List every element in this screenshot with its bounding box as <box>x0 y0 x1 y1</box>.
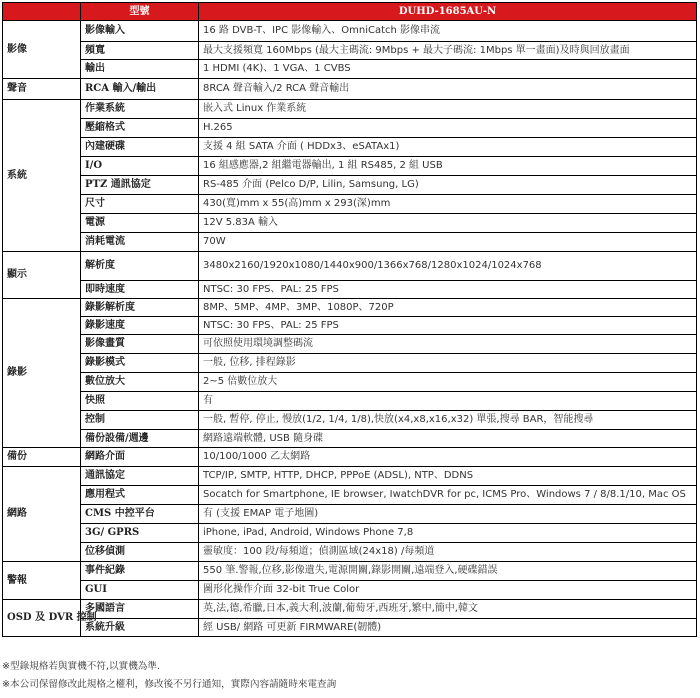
spec-item-label: 事件紀錄 <box>81 562 199 581</box>
header-left-cell <box>3 3 81 21</box>
spec-item-label: 即時速度 <box>81 281 199 299</box>
spec-item-label: 通訊協定 <box>81 467 199 486</box>
spec-item-label: PTZ 通訊協定 <box>81 176 199 195</box>
spec-item-value: Socatch for Smartphone, IE browser, IwatchDVR for pc, ICMS Pro、Windows 7 / 8/8.1/10, Mac OS <box>199 486 697 505</box>
spec-item-label: GUI <box>81 581 199 600</box>
table-row <box>3 42 697 60</box>
spec-item-value: 網路遠端軟體, USB 隨身碟 <box>199 430 697 448</box>
spec-item-value: 12V 5.83A 輸入 <box>199 214 697 233</box>
spec-item-label: 消耗電流 <box>81 233 199 252</box>
spec-item-value: NTSC: 30 FPS、PAL: 25 FPS <box>199 281 697 299</box>
spec-item-value: 2~5 倍數位放大 <box>199 373 697 392</box>
spec-table <box>2 2 697 637</box>
footnote: ※本公司保留修改此規格之權利，修改後不另行通知，實際內容請隨時來電查詢 <box>2 679 337 690</box>
spec-item-value: 8MP、5MP、4MP、3MP、1080P、720P <box>199 299 697 317</box>
table-row <box>3 448 697 467</box>
category-cell: 警報 <box>3 562 81 600</box>
footnotes <box>2 658 696 694</box>
spec-item-label: I/O <box>81 157 199 176</box>
table-row <box>3 486 697 505</box>
spec-item-value: 經 USB/ 網路 可更新 FIRMWARE(韌體) <box>199 619 697 637</box>
table-row <box>3 411 697 430</box>
spec-item-label: 網路介面 <box>81 448 199 467</box>
table-row <box>3 157 697 176</box>
table-row <box>3 600 697 619</box>
spec-item-value: 16 組感應器,2 組繼電器輸出, 1 組 RS485, 2 組 USB <box>199 157 697 176</box>
table-row <box>3 505 697 524</box>
table-row <box>3 562 697 581</box>
category-cell: 錄影 <box>3 299 81 448</box>
model-value: DUHD-1685AU-N <box>199 3 697 21</box>
model-label: 型號 <box>81 3 199 21</box>
spec-item-value: 16 路 DVB-T、IPC 影像輸入、OmniCatch 影像串流 <box>199 21 697 42</box>
table-row <box>3 195 697 214</box>
spec-item-value: 8RCA 聲音輸入/2 RCA 聲音輸出 <box>199 79 697 100</box>
spec-item-label: 影像畫質 <box>81 335 199 354</box>
spec-item-value: 1 HDMI (4K)、1 VGA、1 CVBS <box>199 60 697 79</box>
spec-item-value: 550 筆.警報,位移,影像遺失,電源開關,錄影開關,遠端登入,硬碟錯誤 <box>199 562 697 581</box>
footnote: ※型錄規格若與實機不符,以實機為準. <box>2 661 161 672</box>
spec-item-label: 系統升級 <box>81 619 199 637</box>
table-row <box>3 79 697 100</box>
spec-item-label: 3G/ GPRS <box>81 524 199 543</box>
table-row <box>3 392 697 411</box>
table-row <box>3 430 697 448</box>
category-cell: 系統 <box>3 100 81 252</box>
table-row <box>3 524 697 543</box>
table-row <box>3 214 697 233</box>
spec-item-label: 備份設備/週邊 <box>81 430 199 448</box>
spec-item-value: 有 <box>199 392 697 411</box>
spec-item-value: 靈敏度：100 段/每頻道；偵測區域(24x18) /每頻道 <box>199 543 697 562</box>
spec-item-value: H.265 <box>199 119 697 138</box>
table-row <box>3 138 697 157</box>
spec-item-value: TCP/IP, SMTP, HTTP, DHCP, PPPoE (ADSL), NTP、DDNS <box>199 467 697 486</box>
spec-item-label: 輸出 <box>81 60 199 79</box>
spec-item-value: RS-485 介面 (Pelco D/P, Lilin, Samsung, LG) <box>199 176 697 195</box>
spec-item-label: RCA 輸入/輸出 <box>81 79 199 100</box>
table-row <box>3 100 697 119</box>
spec-item-value: 最大支援頻寬 160Mbps (最大主碼流: 9Mbps + 最大子碼流: 1Mbps 單一畫面)及時與回放畫面 <box>199 42 697 60</box>
spec-item-value: 430(寬)mm x 55(高)mm x 293(深)mm <box>199 195 697 214</box>
table-row <box>3 373 697 392</box>
spec-item-value: 一般, 暫停, 停止, 慢放(1/2, 1/4, 1/8),快放(x4,x8,x16,x32) 單張,搜尋 BAR，智能搜尋 <box>199 411 697 430</box>
spec-item-value: 10/100/1000 乙太網路 <box>199 448 697 467</box>
spec-item-label: 數位放大 <box>81 373 199 392</box>
table-row <box>3 176 697 195</box>
table-row <box>3 354 697 373</box>
spec-item-value: 一般, 位移, 排程錄影 <box>199 354 697 373</box>
spec-item-label: CMS 中控平台 <box>81 505 199 524</box>
spec-item-value: 可依照使用環境調整碼流 <box>199 335 697 354</box>
table-row <box>3 335 697 354</box>
spec-item-value: 有 (支援 EMAP 電子地圖) <box>199 505 697 524</box>
spec-item-label: 快照 <box>81 392 199 411</box>
spec-item-label: 壓縮格式 <box>81 119 199 138</box>
spec-item-label: 多國語言 <box>81 600 199 619</box>
spec-item-label: 解析度 <box>81 252 199 281</box>
spec-item-value: iPhone, iPad, Android, Windows Phone 7,8 <box>199 524 697 543</box>
table-row <box>3 543 697 562</box>
table-row <box>3 281 697 299</box>
spec-table-body <box>3 21 697 637</box>
table-row <box>3 21 697 42</box>
table-row <box>3 467 697 486</box>
table-row <box>3 60 697 79</box>
category-cell: 影像 <box>3 21 81 79</box>
table-row <box>3 119 697 138</box>
spec-item-label: 錄影速度 <box>81 317 199 335</box>
spec-item-label: 應用程式 <box>81 486 199 505</box>
category-cell: 聲音 <box>3 79 81 100</box>
spec-item-label: 控制 <box>81 411 199 430</box>
category-cell: 網路 <box>3 467 81 562</box>
table-row <box>3 581 697 600</box>
spec-item-value: NTSC: 30 FPS、PAL: 25 FPS <box>199 317 697 335</box>
table-row <box>3 317 697 335</box>
spec-item-value: 圖形化操作介面 32-bit True Color <box>199 581 697 600</box>
spec-item-value: 3480x2160/1920x1080/1440x900/1366x768/1280x1024/1024x768 <box>199 252 697 281</box>
spec-item-label: 頻寬 <box>81 42 199 60</box>
table-row <box>3 233 697 252</box>
spec-item-value: 英,法,德,希臘,日本,義大利,波蘭,葡萄牙,西班牙,繁中,簡中,韓文 <box>199 600 697 619</box>
spec-item-value: 支援 4 組 SATA 介面 ( HDDx3、eSATAx1) <box>199 138 697 157</box>
spec-item-label: 錄影解析度 <box>81 299 199 317</box>
table-header-row <box>3 3 697 21</box>
table-row <box>3 299 697 317</box>
table-row <box>3 619 697 637</box>
spec-item-label: 影像輸入 <box>81 21 199 42</box>
spec-item-value: 70W <box>199 233 697 252</box>
spec-item-label: 尺寸 <box>81 195 199 214</box>
spec-item-label: 位移偵測 <box>81 543 199 562</box>
table-row <box>3 252 697 281</box>
spec-item-label: 電源 <box>81 214 199 233</box>
spec-item-label: 內建硬碟 <box>81 138 199 157</box>
category-cell: OSD 及 DVR 控制 <box>3 600 81 637</box>
category-cell: 備份 <box>3 448 81 467</box>
spec-item-label: 錄影模式 <box>81 354 199 373</box>
spec-item-label: 作業系統 <box>81 100 199 119</box>
spec-item-value: 嵌入式 Linux 作業系統 <box>199 100 697 119</box>
category-cell: 顯示 <box>3 252 81 299</box>
